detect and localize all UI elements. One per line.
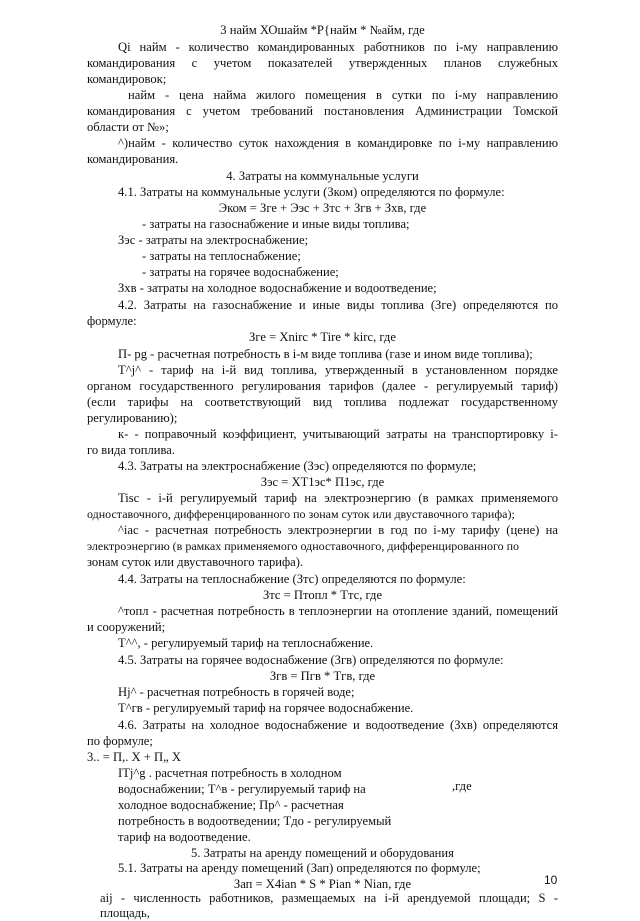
paragraph-line: водоснабжении; Т^в - регулируемый тариф на (118, 782, 366, 796)
formula-line: Зэс = ХТ1эс* П1эс, где (260, 475, 385, 489)
paragraph-line: Т^^, - регулируемый тариф на теплоснабжение. (118, 636, 374, 650)
paragraph-line: Qi найм - количество командированных работников по i-му направлению (118, 40, 558, 54)
paragraph-line: и сооружений; (87, 620, 166, 634)
paragraph-line: органом государственного регулирования тарифов (далее - регулируемый тариф) (87, 379, 558, 393)
paragraph-line: области от №»; (87, 120, 169, 134)
paragraph-line: - затраты на теплоснабжение; (142, 249, 301, 263)
paragraph-line: Hj^ - расчетная потребность в горячей воде; (118, 685, 355, 699)
section-heading: 4. Затраты на коммунальные услуги (226, 169, 419, 183)
paragraph-line: aij - численность работников, размещаемых на i-й арендуемой площади; S - площадь, (100, 891, 558, 920)
formula-line: Зтс = Птопл * Ттс, где (262, 588, 383, 602)
paragraph-line: тариф на водоотведение. (118, 830, 251, 844)
page-number: 10 (544, 873, 558, 887)
formula-line: Зге = Xnirc * Tire * kirc, где (249, 330, 396, 344)
paragraph-line: 4.1. Затраты на коммунальные услуги (Зком) определяются по формуле: (118, 185, 505, 199)
formula-line: 3 найм ХОшайм *Р{найм * №айм, где (220, 23, 425, 37)
paragraph-line: Tisc - i-й регулируемый тариф на электроэнергию (в рамках применяемого (118, 491, 558, 505)
paragraph-line: Т^гв - регулируемый тариф на горячее водоснабжение. (118, 701, 414, 715)
paragraph-line: регулированию); (87, 411, 178, 425)
formula-line: 3.. = П,. Х + П„ Х (87, 750, 181, 764)
paragraph-line: ^)найм - количество суток нахождения в командировке по i-му направлению (118, 136, 558, 150)
paragraph-line: ^топл - расчетная потребность в теплоэнергии на отопление зданий, помещений (118, 604, 558, 618)
paragraph-line: 4.4. Затраты на теплоснабжение (Зтс) определяются по формуле: (118, 572, 466, 586)
paragraph-line: формуле: (87, 314, 137, 328)
paragraph-line: по формуле; (87, 734, 153, 748)
paragraph-line: П- pg - расчетная потребность в i-м виде топлива (газе и ином виде топлива); (118, 347, 533, 361)
paragraph-line: к- - поправочный коэффициент, учитывающий затраты на транспортировку i- (118, 427, 558, 441)
paragraph-line: ,где (452, 779, 472, 793)
paragraph-line: электроэнергию (в рамках применяемого одноставочного, дифференцированного по (87, 539, 519, 553)
paragraph-line: найм - цена найма жилого помещения в сутки по i-му направлению (128, 88, 558, 102)
paragraph-line: 5.1. Затраты на аренду помещений (Зап) определяются по формуле; (118, 861, 481, 875)
paragraph-line: ^iac - расчетная потребность электроэнергии в год по i-му тарифу (цене) на (118, 523, 558, 537)
paragraph-line: командирования с учетом показателей утвержденных планов служебных (87, 56, 558, 70)
paragraph-line: 4.3. Затраты на электроснабжение (Зэс) определяются по формуле; (118, 459, 477, 473)
paragraph-line: Зхв - затраты на холодное водоснабжение и водоотведение; (118, 281, 437, 295)
paragraph-line: - затраты на газоснабжение и иные виды топлива; (142, 217, 410, 231)
paragraph-line: холодное водоснабжение; Пр^ - расчетная (118, 798, 344, 812)
paragraph-line: командирования. (87, 152, 179, 166)
paragraph-line: - затраты на горячее водоснабжение; (142, 265, 339, 279)
paragraph-line: 4.5. Затраты на горячее водоснабжение (Згв) определяются по формуле: (118, 653, 504, 667)
paragraph-line: Т^j^ - тариф на i-й вид топлива, утвержденный в установленном порядке (118, 363, 558, 377)
paragraph-line: одноставочного, дифференцированного по зонам суток или двуставочного тарифа); (87, 507, 515, 521)
section-heading: 5. Затраты на аренду помещений и оборудования (191, 846, 454, 860)
paragraph-line: 4.2. Затраты на газоснабжение и иные виды топлива (Зге) определяются по (118, 298, 558, 312)
paragraph-line: (если тарифы на соответствующий вид топлива подлежат государственному (87, 395, 558, 409)
formula-line: Згв = Пгв * Тгв, где (269, 669, 376, 683)
paragraph-line: ITj^g . расчетная потребность в холодном (118, 766, 342, 780)
paragraph-line: Зэс - затраты на электроснабжение; (118, 233, 309, 247)
formula-line: Зап = X4ian * S * Pian * Nian, где (233, 877, 412, 891)
paragraph-line: потребность в водоотведении; Tдо - регулируемый (118, 814, 392, 828)
paragraph-line: 4.6. Затраты на холодное водоснабжение и водоотведение (Зхв) определяются (118, 718, 558, 732)
paragraph-line: го вида топлива. (87, 443, 176, 457)
paragraph-line: зонам суток или двуставочного тарифа). (87, 555, 304, 569)
paragraph-line: командирования с учетом требований постановления Администрации Томской (87, 104, 558, 118)
paragraph-line: командировок; (87, 72, 167, 86)
formula-line: Эком = Зге + Ээс + Зтс + Згв + Зхв, где (218, 201, 427, 215)
